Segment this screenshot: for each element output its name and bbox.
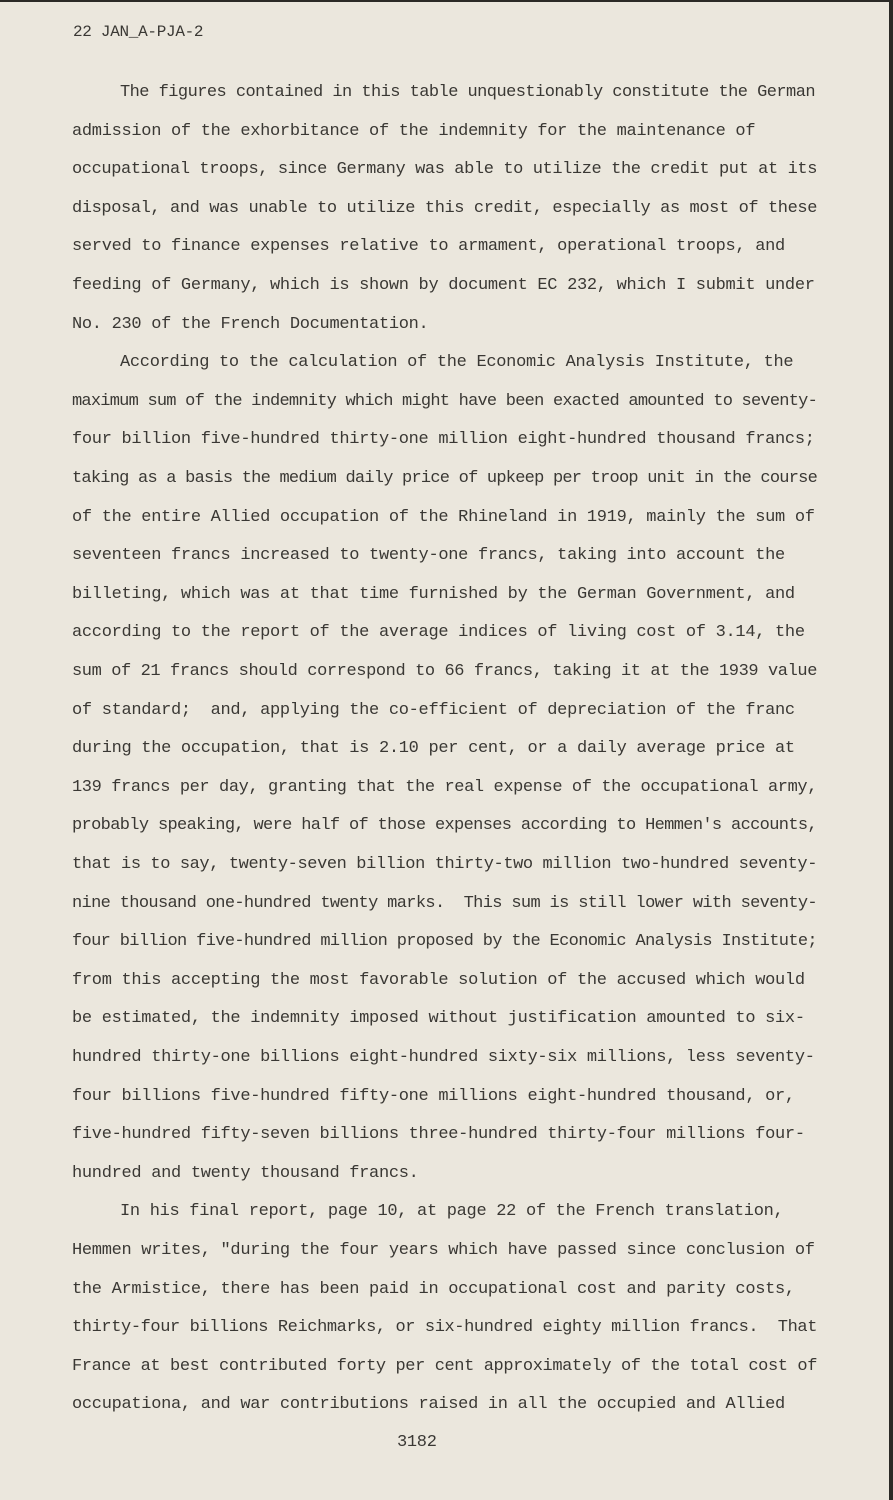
text-line: hundred and twenty thousand francs. [72, 1163, 419, 1183]
text-line: be estimated, the indemnity imposed without justification amounted to six- [72, 1009, 805, 1029]
text-line: In his final report, page 10, at page 22 of the French translation, [120, 1202, 784, 1222]
text-line: served to finance expenses relative to armament, operational troops, and [72, 237, 785, 257]
text-line: hundred thirty-one billions eight-hundred sixty-six millions, less seventy- [72, 1048, 815, 1067]
text-line: four billion five-hundred thirty-one million eight-hundred thousand francs; [72, 430, 815, 450]
text-line: According to the calculation of the Economic Analysis Institute, the [120, 353, 794, 373]
text-line: billeting, which was at that time furnished by the German Government, and [72, 584, 795, 604]
text-line: sum of 21 francs should correspond to 66 francs, taking it at the 1939 value [72, 662, 817, 681]
text-line: four billion five-hundred million proposed by the Economic Analysis Institute; [72, 932, 817, 952]
text-line: five-hundred fifty-seven billions three-hundred thirty-four millions four- [72, 1125, 805, 1145]
text-line: Hemmen writes, "during the four years which have passed since conclusion of [72, 1241, 815, 1260]
text-line: of the entire Allied occupation of the Rhineland in 1919, mainly the sum of [72, 507, 815, 527]
document-header: 22 JAN_A-PJA-2 [73, 23, 204, 41]
text-line: four billions five-hundred fifty-one millions eight-hundred thousand, or, [72, 1086, 795, 1106]
text-line: maximum sum of the indemnity which might have been exacted amounted to seventy- [72, 391, 817, 411]
text-line: disposal, and was unable to utilize this credit, especially as most of these [72, 198, 817, 218]
page-number: 3182 [397, 1433, 437, 1452]
text-line: seventeen francs increased to twenty-one francs, taking into account the [72, 546, 785, 566]
text-line: occupational troops, since Germany was able to utilize the credit put at its [72, 160, 817, 180]
text-line: The figures contained in this table unquestionably constitute the German [120, 83, 815, 102]
text-line: 139 francs per day, granting that the real expense of the occupational army, [72, 777, 817, 797]
text-line: taking as a basis the medium daily price of upkeep per troop unit in the course [72, 469, 817, 488]
text-line: nine thousand one-hundred twenty marks. This sum is still lower with seventy- [72, 893, 817, 913]
text-line: feeding of Germany, which is shown by document EC 232, which I submit under [72, 276, 815, 295]
text-line: thirty-four billions Reichmarks, or six-hundred eighty million francs. That [72, 1318, 817, 1338]
text-line: during the occupation, that is 2.10 per cent, or a daily average price at [72, 739, 795, 759]
text-line: No. 230 of the French Documentation. [72, 314, 429, 334]
text-line: that is to say, twenty-seven billion thirty-two million two-hundred seventy- [72, 855, 817, 874]
text-line: occupationa, and war contributions raised in all the occupied and Allied [72, 1395, 785, 1415]
document-page [0, 2, 889, 1500]
text-line: of standard; and, applying the co-efficient of depreciation of the franc [72, 700, 795, 720]
text-line: admission of the exhorbitance of the indemnity for the maintenance of [72, 121, 756, 141]
text-line: the Armistice, there has been paid in occupational cost and parity costs, [72, 1279, 795, 1299]
text-line: France at best contributed forty per cent approximately of the total cost of [72, 1356, 817, 1376]
text-line: according to the report of the average indices of living cost of 3.14, the [72, 623, 805, 643]
text-line: probably speaking, were half of those expenses according to Hemmen's accounts, [72, 816, 817, 836]
text-line: from this accepting the most favorable solution of the accused which would [72, 970, 805, 990]
